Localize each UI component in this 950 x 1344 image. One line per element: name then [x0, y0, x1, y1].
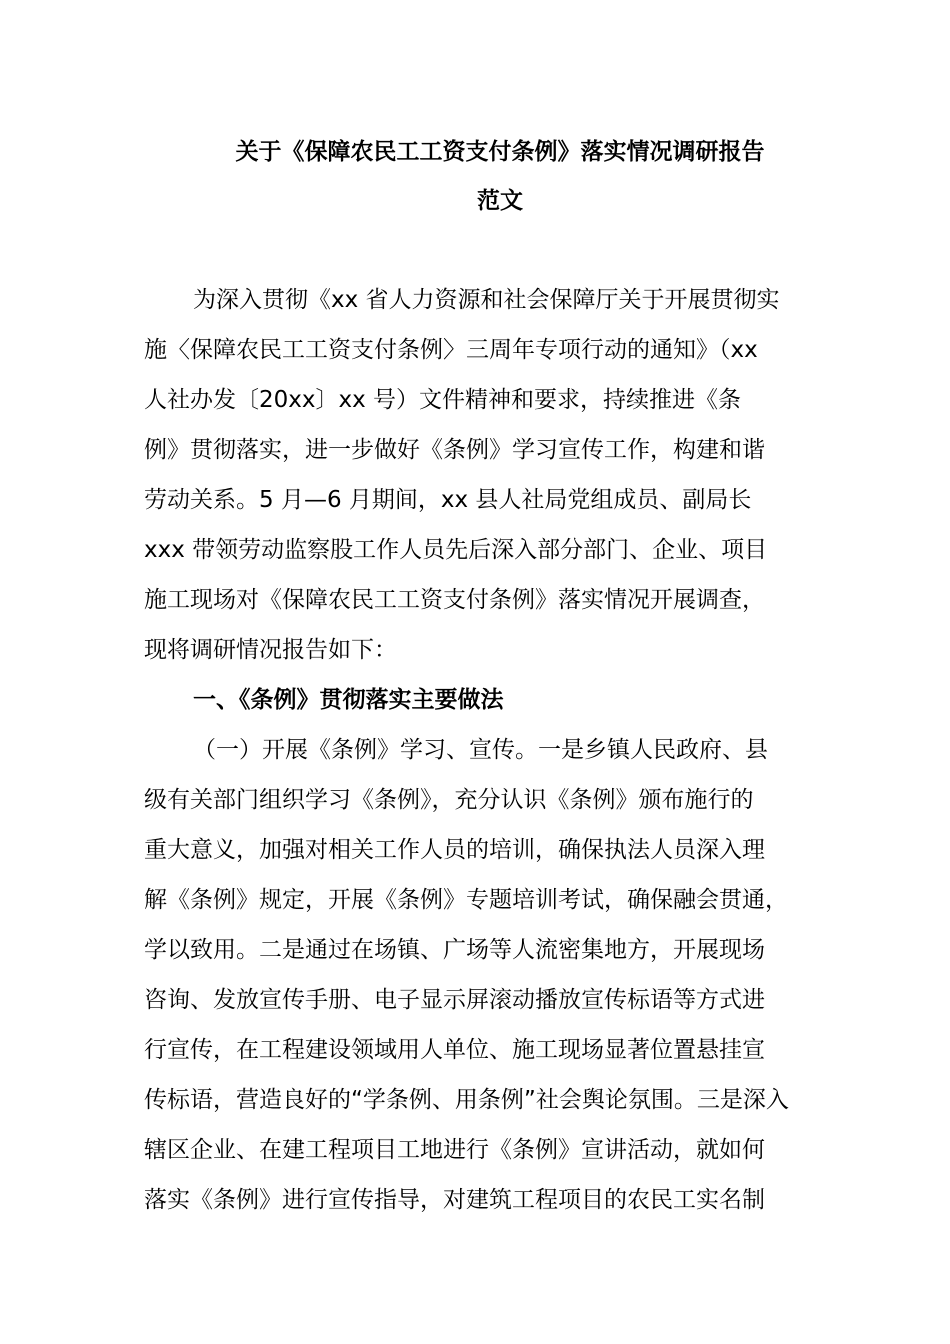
paragraph-2-line-4: 解《条例》规定，开展《条例》专题培训考试，确保融会贯通，: [144, 887, 788, 913]
paragraph-2-line-6: 咨询、发放宣传手册、电子显示屏滚动播放宣传标语等方式进: [144, 987, 765, 1013]
paragraph-2-line-2: 级有关部门组织学习《条例》，充分认识《条例》颁布施行的: [144, 787, 754, 813]
paragraph-1-line-1: 为深入贯彻《xx 省人力资源和社会保障厅关于开展贯彻实: [193, 287, 780, 313]
paragraph-1-line-6: xxx 带领劳动监察股工作人员先后深入部分部门、企业、项目: [144, 537, 768, 563]
paragraph-1-line-5: 劳动关系。5 月—6 月期间，xx 县人社局党组成员、副局长: [144, 487, 752, 513]
paragraph-2-line-8: 传标语，营造良好的“学条例、用条例”社会舆论氛围。三是深入: [144, 1087, 789, 1113]
paragraph-1-line-3: 人社办发〔20xx〕xx 号）文件精神和要求，持续推进《条: [144, 387, 742, 413]
paragraph-2-line-5: 学以致用。二是通过在场镇、广场等人流密集地方，开展现场: [144, 937, 765, 963]
document-title-line-2: 范文: [477, 188, 523, 214]
paragraph-2-line-7: 行宣传，在工程建设领域用人单位、施工现场显著位置悬挂宣: [144, 1037, 765, 1063]
paragraph-1-line-4: 例》贯彻落实，进一步做好《条例》学习宣传工作，构建和谐: [144, 437, 765, 463]
paragraph-1-line-2: 施〈保障农民工工资支付条例〉三周年专项行动的通知》（xx: [144, 337, 758, 363]
paragraph-2-line-9: 辖区企业、在建工程项目工地进行《条例》宣讲活动，就如何: [144, 1137, 765, 1163]
paragraph-2-line-1: （一）开展《条例》学习、宣传。一是乡镇人民政府、县: [193, 737, 768, 763]
paragraph-2-line-10: 落实《条例》进行宣传指导，对建筑工程项目的农民工实名制: [144, 1187, 765, 1213]
paragraph-1-line-7: 施工现场对《保障农民工工资支付条例》落实情况开展调查，: [144, 587, 765, 613]
document-title-line-1: 关于《保障农民工工资支付条例》落实情况调研报告: [235, 139, 765, 165]
paragraph-1-line-8: 现将调研情况报告如下：: [144, 637, 397, 663]
paragraph-2-line-3: 重大意义，加强对相关工作人员的培训，确保执法人员深入理: [144, 837, 765, 863]
section-heading-1: 一、《条例》贯彻落实主要做法: [193, 687, 504, 713]
